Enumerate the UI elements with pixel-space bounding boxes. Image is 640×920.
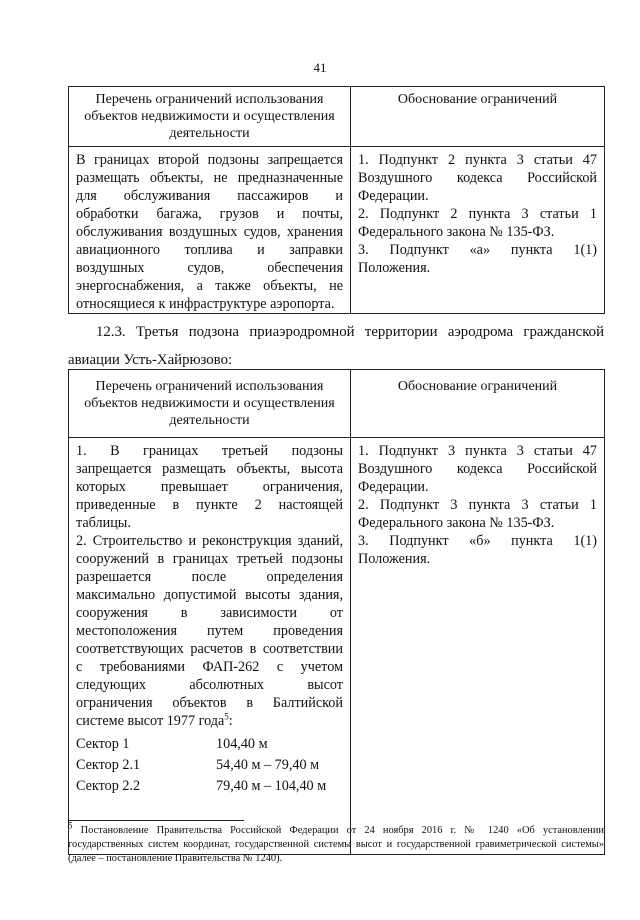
sector-height: 54,40 м – 79,40 м	[216, 757, 320, 773]
text-line: 3. Подпункт «б» пункта 1(1)	[358, 533, 597, 549]
table2-header-justification: Обоснование ограничений	[351, 370, 605, 438]
text-line: В границах второй подзоны запрещается	[76, 152, 343, 168]
footnote-marker: 5	[68, 820, 73, 831]
text-line: Федерального закона № 135-ФЗ.	[358, 515, 555, 531]
text-line: таблицы.	[76, 515, 131, 531]
footnote	[68, 820, 604, 866]
sector-name: Сектор 2.1	[76, 757, 141, 773]
table1-justification-cell	[351, 147, 605, 314]
text-line: 2. Строительство и реконструкция зданий,	[76, 533, 343, 549]
text-line: для обслуживания пассажиров и	[76, 188, 343, 204]
text-line: воздушных судов, обеспечения	[76, 260, 343, 276]
text-line: 1. В границах третьей подзоны	[76, 443, 343, 459]
text-line-fragment: :	[228, 713, 233, 729]
footnote-reference: 5	[224, 711, 229, 722]
text-line: 2. Подпункт 3 пункта 3 статьи 1	[358, 497, 597, 513]
sector-name: Сектор 2.2	[76, 778, 141, 794]
sector-row	[76, 734, 343, 755]
sector-name: Сектор 1	[76, 736, 130, 752]
text-line: энергоснабжения, а также объекты, не	[76, 278, 343, 294]
table2-justification-cell	[351, 438, 605, 855]
text-line: Воздушного кодекса Российской	[358, 170, 597, 186]
text-line: Федерации.	[358, 479, 429, 495]
text-line: Положения.	[358, 260, 431, 276]
text-line: запрещается размещать объекты, высота	[76, 461, 343, 477]
text-line: с требованиями ФАП-262 с учетом	[76, 659, 343, 675]
footnote-separator	[68, 820, 244, 821]
page-number: 41	[313, 60, 327, 75]
sector-list	[76, 734, 343, 797]
table2-restrictions-cell	[69, 438, 351, 855]
table1-restrictions-cell	[69, 147, 351, 314]
text-line: Федерального закона № 135-ФЗ.	[358, 224, 555, 240]
text-line: обработки багажа, грузов и почты,	[76, 206, 343, 222]
section-heading-12-3	[68, 318, 604, 374]
text-line: сооружения в зависимости от	[76, 605, 343, 621]
sector-row	[76, 776, 343, 797]
text-line: разрешается после определения	[76, 569, 343, 585]
text-line: обслуживания воздушных судов, хранения	[76, 224, 343, 240]
text-line: 1. Подпункт 2 пункта 3 статьи 47	[358, 152, 597, 168]
text-line: максимально допустимой высоты здания,	[76, 587, 343, 603]
text-line: которых превышает ограничения,	[76, 479, 343, 495]
sector-row	[76, 755, 343, 776]
text-line	[76, 712, 343, 730]
section-line: 12.3. Третья подзона приаэродромной территории аэродрома гражданской	[96, 324, 604, 340]
text-line: местоположения путем проведения	[76, 623, 343, 639]
footnote-text: Постановление Правительства Российской Федерации от 24 ноября 2016 г. № 1240 «Об установлении государственных систем координат, государственной системы высот и государственной гравиметрической системы» (далее – постановление Правительства № 1240).	[68, 825, 604, 864]
text-line: Воздушного кодекса Российской	[358, 461, 597, 477]
text-line: соответствующих расчетов в соответствии	[76, 641, 343, 657]
text-line: 2. Подпункт 2 пункта 3 статьи 1	[358, 206, 597, 222]
text-line: приведенные в пункте 2 настоящей	[76, 497, 343, 513]
table1-header-justification: Обоснование ограничений	[351, 87, 605, 147]
text-line: относящиеся к инфраструктуре аэропорта.	[76, 296, 335, 312]
text-line: Положения.	[358, 551, 431, 567]
text-line: ограничения объектов в Балтийской	[76, 695, 343, 711]
text-line: Федерации.	[358, 188, 429, 204]
text-line: сооружений в границах третьей подзоны	[76, 551, 343, 567]
table1-header-restrictions: Перечень ограничений использования объектов недвижимости и осуществления деятельности	[69, 87, 351, 147]
text-line: следующих абсолютных высот	[76, 677, 343, 693]
table2-header-restrictions: Перечень ограничений использования объектов недвижимости и осуществления деятельности	[69, 370, 351, 438]
restrictions-table-zone3	[68, 369, 605, 855]
text-line: 1. Подпункт 3 пункта 3 статьи 47	[358, 443, 597, 459]
text-line-fragment: системе высот 1977 года	[76, 713, 225, 729]
text-line: 3. Подпункт «а» пункта 1(1)	[358, 242, 597, 258]
text-line: размещать объекты, не предназначенные	[76, 170, 343, 186]
sector-height: 104,40 м	[216, 736, 268, 752]
section-line: авиации Усть-Хайрюзово:	[68, 352, 233, 368]
text-line: авиационного топлива и заправки	[76, 242, 343, 258]
sector-height: 79,40 м – 104,40 м	[216, 778, 327, 794]
restrictions-table-zone2	[68, 86, 605, 314]
